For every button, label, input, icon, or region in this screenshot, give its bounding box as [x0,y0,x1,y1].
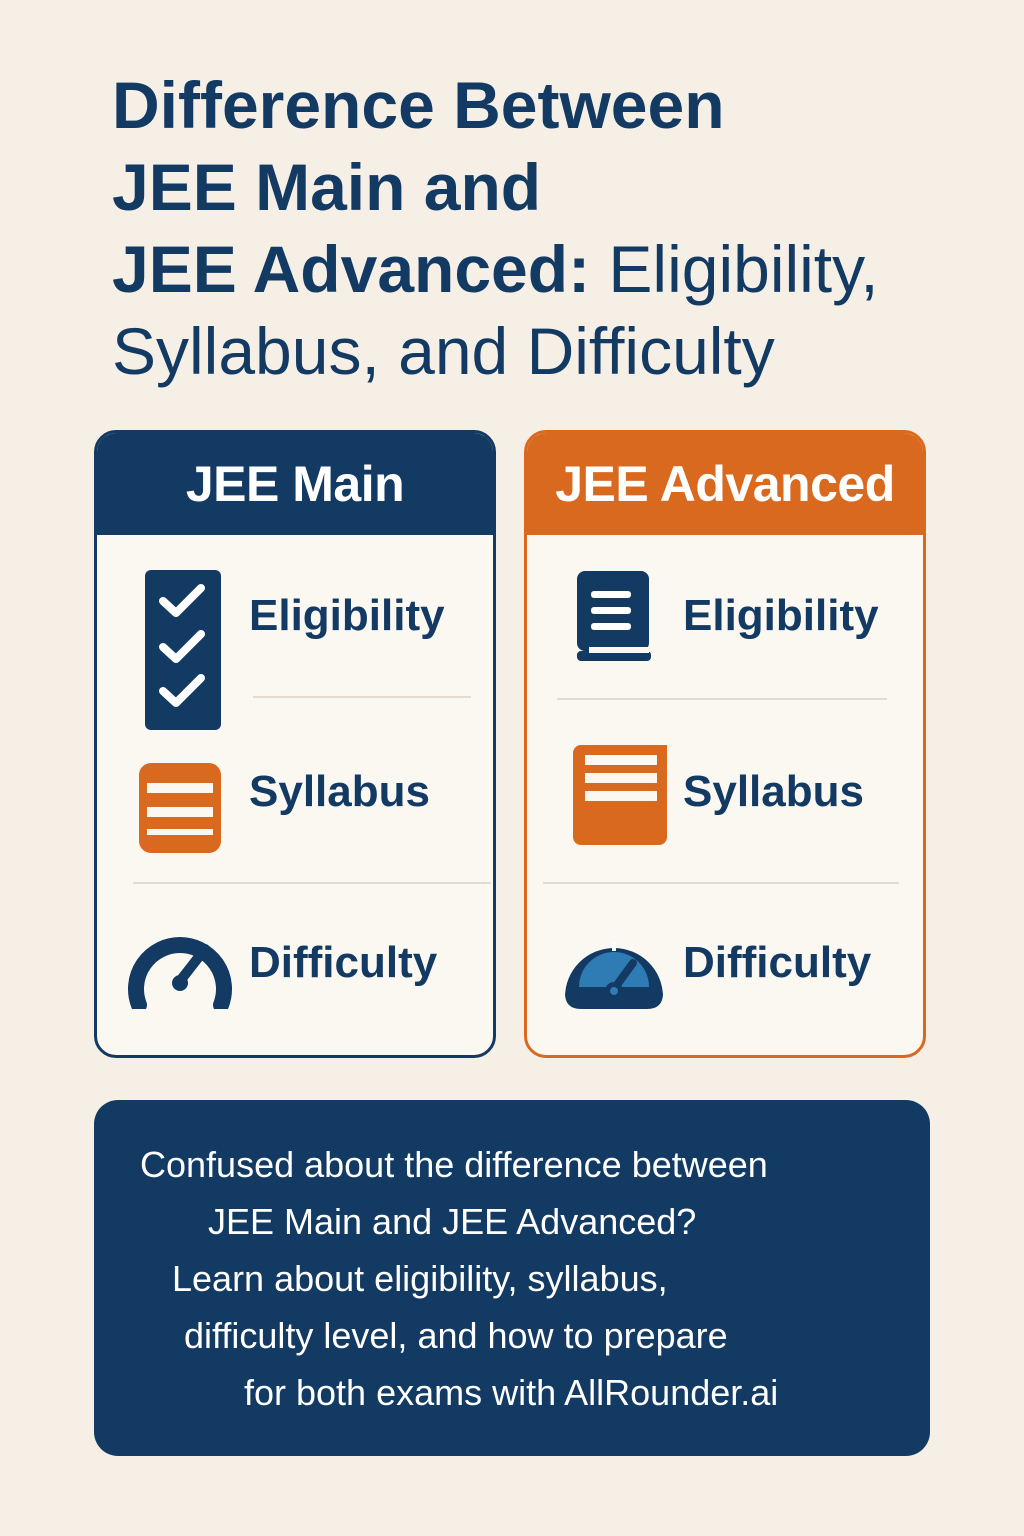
jee-advanced-divider-2 [543,882,899,884]
checklist-icon [145,570,221,735]
title-line-3-light: Eligibility, [590,232,879,306]
description-line-1: Confused about the difference between [140,1144,768,1185]
page-title [112,64,992,392]
description-panel [94,1100,930,1456]
title-line-4: Syllabus, and Difficulty [112,314,775,388]
jee-advanced-syllabus-label: Syllabus [683,767,864,816]
jee-advanced-header: JEE Advanced [527,433,923,535]
jee-advanced-eligibility-label: Eligibility [683,591,879,640]
document-icon [571,741,671,852]
jee-advanced-card [524,430,926,1058]
description-line-3: Learn about eligibility, syllabus, [172,1258,668,1299]
jee-main-syllabus-label: Syllabus [249,767,430,816]
jee-main-header: JEE Main [97,433,493,535]
jee-main-divider-2 [133,882,491,884]
jee-main-difficulty-label: Difficulty [249,938,438,987]
jee-main-card [94,430,496,1058]
jee-main-eligibility-label: Eligibility [249,591,445,640]
title-line-1: Difference Between [112,68,725,142]
description-line-5: for both exams with AllRounder.ai [244,1372,779,1413]
description-line-4: difficulty level, and how to prepare [184,1315,728,1356]
list-icon [139,763,221,858]
title-line-3-bold: JEE Advanced: [112,232,591,306]
jee-advanced-difficulty-label: Difficulty [683,938,872,987]
title-line-2: JEE Main and [112,150,542,224]
jee-advanced-divider-1 [557,698,887,700]
jee-main-divider-1 [253,696,471,698]
gauge-icon [127,923,233,1014]
gauge-icon [561,927,667,1016]
title-line-3 [112,228,992,310]
book-icon [575,569,655,670]
description-line-2: JEE Main and JEE Advanced? [208,1201,697,1242]
